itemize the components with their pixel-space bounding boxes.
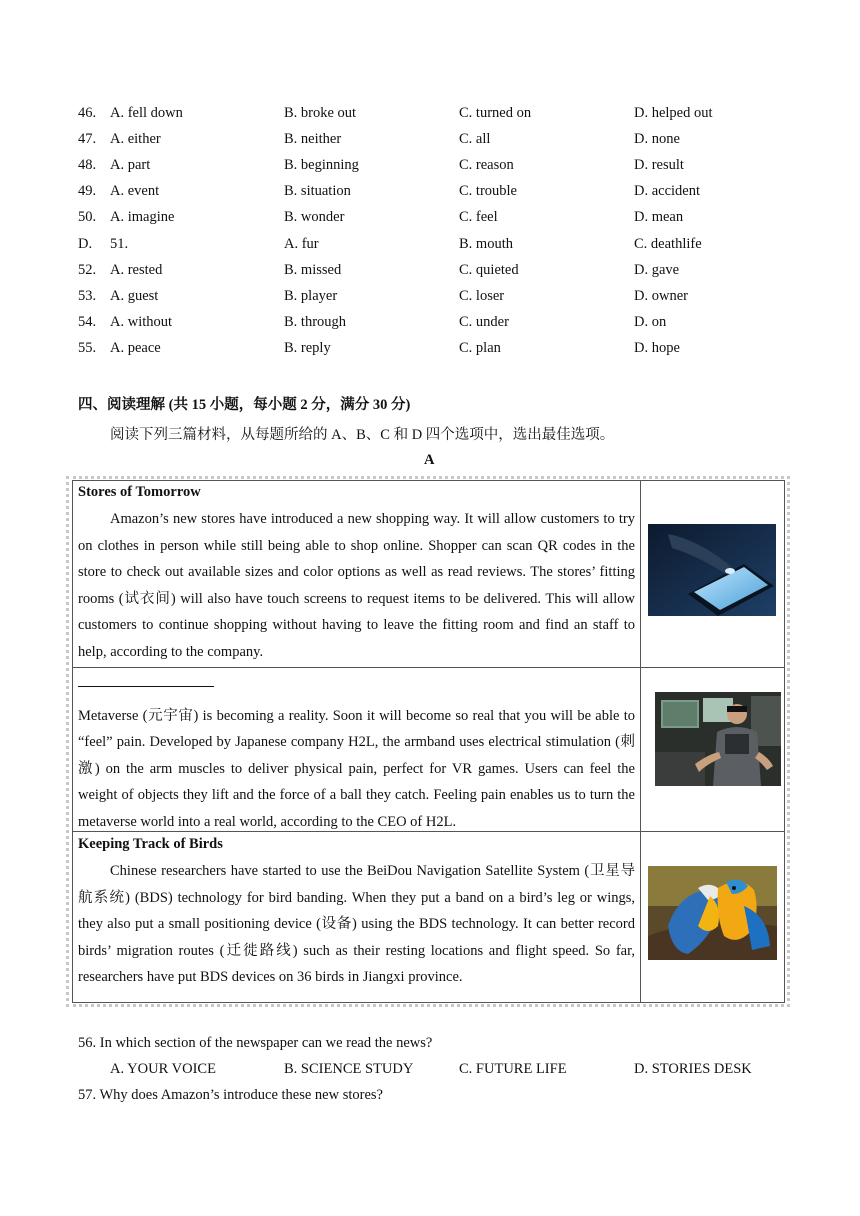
vr-user-image — [655, 692, 781, 786]
option-a[interactable]: 51. — [110, 235, 129, 252]
option-a[interactable]: A. event — [110, 183, 160, 200]
option-a[interactable]: A. imagine — [110, 209, 175, 226]
article-stores-of-tomorrow — [78, 482, 635, 665]
option-d[interactable]: D. accident — [634, 183, 701, 200]
option-c[interactable]: C. all — [459, 131, 491, 148]
option-b[interactable]: B. wonder — [284, 209, 345, 226]
option-d[interactable]: D. owner — [634, 287, 688, 304]
options-row — [78, 288, 778, 310]
option-b[interactable]: B. neither — [284, 131, 342, 148]
option-a[interactable]: A. part — [110, 157, 151, 174]
article-heading: Keeping Track of Birds — [78, 836, 223, 852]
q56-option-c[interactable]: C. FUTURE LIFE — [459, 1061, 567, 1077]
q56-option-a[interactable]: A. YOUR VOICE — [110, 1061, 216, 1077]
option-d[interactable]: D. hope — [634, 339, 680, 356]
option-d[interactable]: D. gave — [634, 261, 680, 278]
options-row — [78, 340, 778, 362]
question-number: 48. — [78, 157, 97, 174]
question-number: 46. — [78, 105, 97, 121]
option-b[interactable]: B. reply — [284, 339, 331, 356]
option-b[interactable]: B. beginning — [284, 157, 359, 174]
section-title: 四、阅读理解 (共 15 小题，每小题 2 分，满分 30 分) — [78, 397, 411, 413]
article-metaverse — [78, 672, 635, 835]
question-number: 54. — [78, 313, 97, 330]
option-c[interactable]: C. trouble — [459, 183, 517, 200]
option-a[interactable]: A. rested — [110, 261, 163, 278]
option-b[interactable]: B. through — [284, 313, 347, 330]
option-b[interactable]: B. player — [284, 287, 338, 304]
option-d[interactable]: D. mean — [634, 209, 684, 226]
article-keeping-track-of-birds — [78, 834, 635, 991]
question-number: 52. — [78, 261, 97, 278]
table-divider-vertical — [640, 480, 641, 1003]
option-d[interactable]: D. result — [634, 157, 684, 174]
option-c[interactable]: C. under — [459, 313, 509, 330]
article-body: Chinese researchers have started to use the BeiDou Navigation Satellite System (卫星导航系统) (BDS) technology for bird banding. When they put a band on a bird’s leg or wings, they also put a small positioning device (设备) using the BDS technology. It can better record birds’ migration routes (迁徙路线) such as their resting locations and flight speed. So far, researchers have put BDS devices on 36 birds in Jiangxi province. — [78, 863, 635, 985]
option-a[interactable]: A. peace — [110, 339, 161, 356]
option-a[interactable]: A. without — [110, 313, 173, 330]
options-row — [78, 209, 778, 231]
option-a[interactable]: A. either — [110, 131, 161, 148]
heading-blank — [78, 672, 214, 687]
option-d[interactable]: D. helped out — [634, 105, 713, 121]
tablet-touch-image — [648, 524, 776, 616]
options-row — [78, 314, 778, 336]
macaw-parrots-image — [648, 866, 777, 960]
option-b[interactable]: B. missed — [284, 261, 342, 278]
option-c[interactable]: C. quieted — [459, 261, 519, 278]
options-row — [78, 131, 778, 153]
option-c[interactable]: C. reason — [459, 157, 514, 174]
option-c[interactable]: C. turned on — [459, 105, 532, 121]
option-b[interactable]: A. fur — [284, 235, 319, 252]
option-d[interactable]: C. deathlife — [634, 235, 702, 252]
question-number: 53. — [78, 287, 97, 304]
option-d[interactable]: D. none — [634, 131, 680, 148]
question-57: 57. Why does Amazon’s introduce these new stores? — [78, 1087, 383, 1103]
passage-letter: A — [424, 452, 435, 468]
option-c[interactable]: C. plan — [459, 339, 501, 356]
article-heading: Stores of Tomorrow — [78, 484, 201, 500]
option-c[interactable]: B. mouth — [459, 235, 513, 252]
article-body: Metaverse (元宇宙) is becoming a reality. Soon it will become so real that you will be able to “feel” pain. Developed by Japanese company H2L, the armband uses electrical stimulation (刺激) on the arm muscles to deliver physical pain, perfect for VR games. Users can feel the weight of objects they lift and the force of a ball they catch. Feeling pain enables us to turn the metaverse world into a real world, according to the CEO of H2L. — [78, 707, 635, 830]
article-body: Amazon’s new stores have introduced a new shopping way. It will allow customers to try on clothes in person while still being able to shop online. Shopper can scan QR codes in the store to check out available sizes and color options as well as read reviews. The stores’ fitting rooms (试衣间) will also have touch screens to request items to be delivered. This will allow customers to continue shopping without having to leave the fitting room and find an staff to help, according to the company. — [78, 511, 635, 660]
option-b[interactable]: B. broke out — [284, 105, 357, 121]
section-instruction: 阅读下列三篇材料，从每题所给的 A、B、C 和 D 四个选项中，选出最佳选项。 — [110, 427, 615, 443]
q56-option-b[interactable]: B. SCIENCE STUDY — [284, 1061, 414, 1077]
option-b[interactable]: B. situation — [284, 183, 351, 200]
options-row — [78, 105, 778, 127]
question-56: 56. In which section of the newspaper can we read the news? — [78, 1035, 433, 1051]
question-number: 55. — [78, 339, 97, 356]
options-row — [78, 262, 778, 284]
table-divider-row1 — [72, 667, 785, 668]
options-row — [78, 236, 778, 258]
options-row — [78, 183, 778, 205]
option-c[interactable]: C. feel — [459, 209, 498, 226]
question-number: 50. — [78, 209, 97, 226]
option-c[interactable]: C. loser — [459, 287, 505, 304]
option-a[interactable]: A. fell down — [110, 105, 183, 121]
options-row — [78, 157, 778, 179]
question-number: 49. — [78, 183, 97, 200]
question-number: 47. — [78, 131, 97, 148]
option-d[interactable]: D. on — [634, 313, 667, 330]
q56-option-d[interactable]: D. STORIES DESK — [634, 1061, 752, 1077]
question-number: D. — [78, 235, 93, 252]
option-a[interactable]: A. guest — [110, 287, 159, 304]
